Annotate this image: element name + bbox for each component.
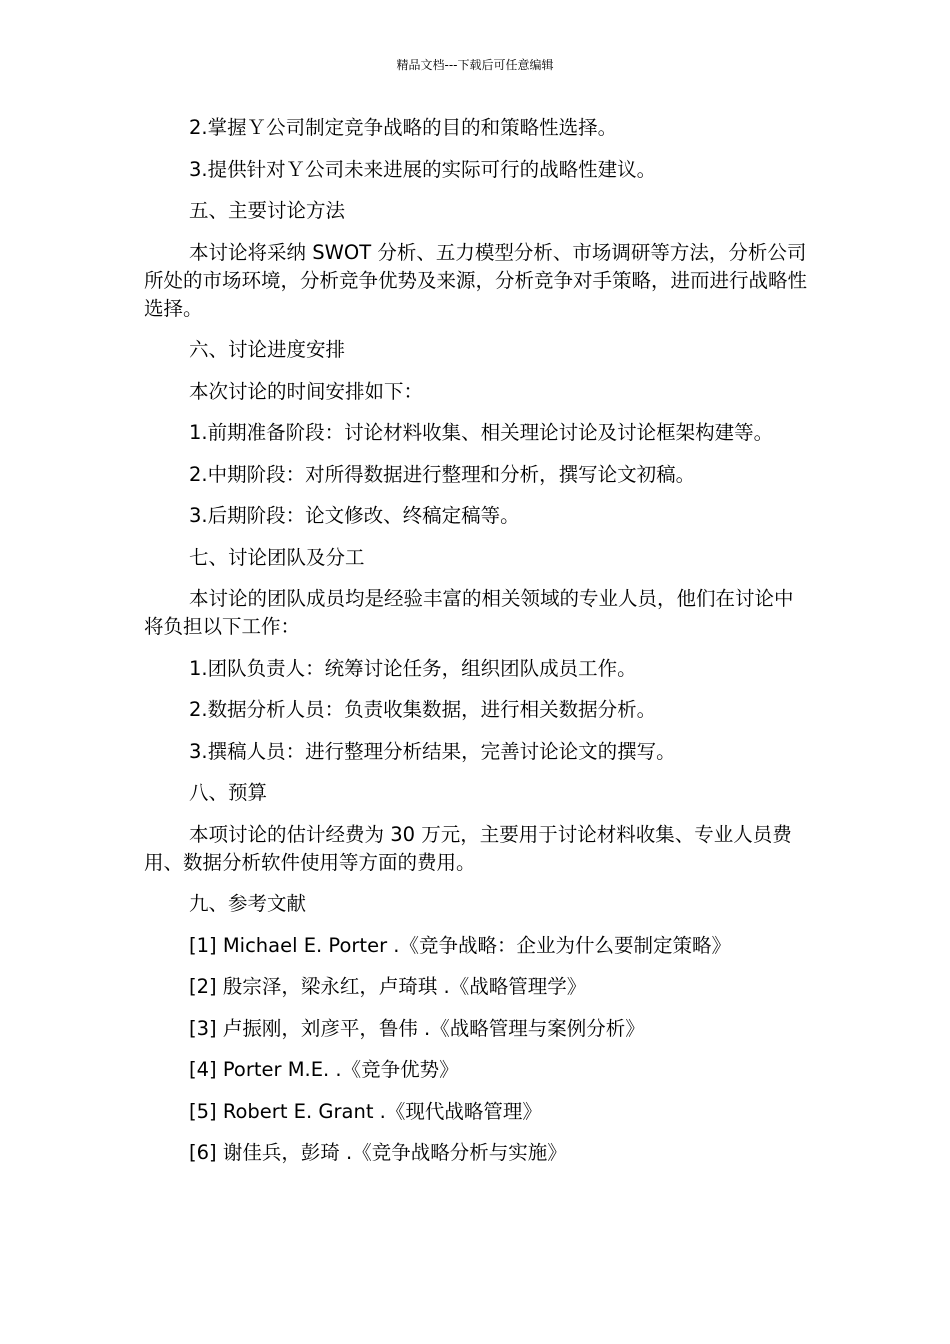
reference-item-4: [4] Porter M.E. .《竞争优势》	[189, 1058, 459, 1081]
paragraph-budget: 本项讨论的估计经费为 30 万元，主要用于讨论材料收集、专业人员费用、数据分析软件使用等方面的费用。	[144, 822, 792, 874]
paragraph-schedule-2: 2.中期阶段：对所得数据进行整理和分析，撰写论文初稿。	[189, 462, 696, 486]
reference-item-6: [6] 谢佳兵，彭琦 .《竞争战略分析与实施》	[189, 1141, 567, 1164]
paragraph-schedule-1: 1.前期准备阶段：讨论材料收集、相关理论讨论及讨论框架构建等。	[189, 421, 774, 444]
paragraph-team-2: 2.数据分析人员：负责收集数据，进行相关数据分析。	[189, 698, 657, 721]
section-heading-schedule: 六、讨论进度安排	[189, 338, 346, 361]
document-body	[144, 114, 810, 1181]
reference-item-2: [2] 殷宗泽，梁永红，卢琦琪 .《战略管理学》	[189, 975, 587, 998]
page-header: 精品文档---下载后可任意编辑	[396, 58, 554, 72]
section-heading-references: 九、参考文献	[189, 892, 307, 915]
paragraph-objective-3: 3.提供针对Ｙ公司未来进展的实际可行的战略性建议。	[189, 157, 657, 181]
paragraph-objective-2: 2.掌握Ｙ公司制定竞争战略的目的和策略性选择。	[189, 116, 618, 139]
reference-item-3: [3] 卢振刚，刘彦平，鲁伟 .《战略管理与案例分析》	[189, 1016, 645, 1040]
section-heading-team: 七、讨论团队及分工	[189, 545, 365, 569]
paragraph-team-1: 1.团队负责人：统筹讨论任务，组织团队成员工作。	[189, 656, 637, 680]
reference-item-5: [5] Robert E. Grant .《现代战略管理》	[189, 1099, 542, 1123]
paragraph-methods: 本讨论将采纳 SWOT 分析、五力模型分析、市场调研等方法，分析公司所处的市场环境，分析竞争优势及来源，分析竞争对手策略，进而进行战略性选择。	[144, 240, 808, 320]
paragraph-schedule-intro: 本次讨论的时间安排如下：	[189, 379, 424, 403]
paragraph-team-intro: 本讨论的团队成员均是经验丰富的相关领域的专业人员，他们在讨论中将负担以下工作：	[144, 587, 794, 638]
section-heading-budget: 八、预算	[189, 781, 268, 804]
section-heading-methods: 五、主要讨论方法	[189, 199, 346, 222]
paragraph-schedule-3: 3.后期阶段：论文修改、终稿定稿等。	[189, 504, 520, 527]
reference-item-1: [1] Michael E. Porter .《竞争战略：企业为什么要制定策略》	[189, 933, 731, 957]
paragraph-team-3: 3.撰稿人员：进行整理分析结果，完善讨论论文的撰写。	[189, 739, 676, 763]
